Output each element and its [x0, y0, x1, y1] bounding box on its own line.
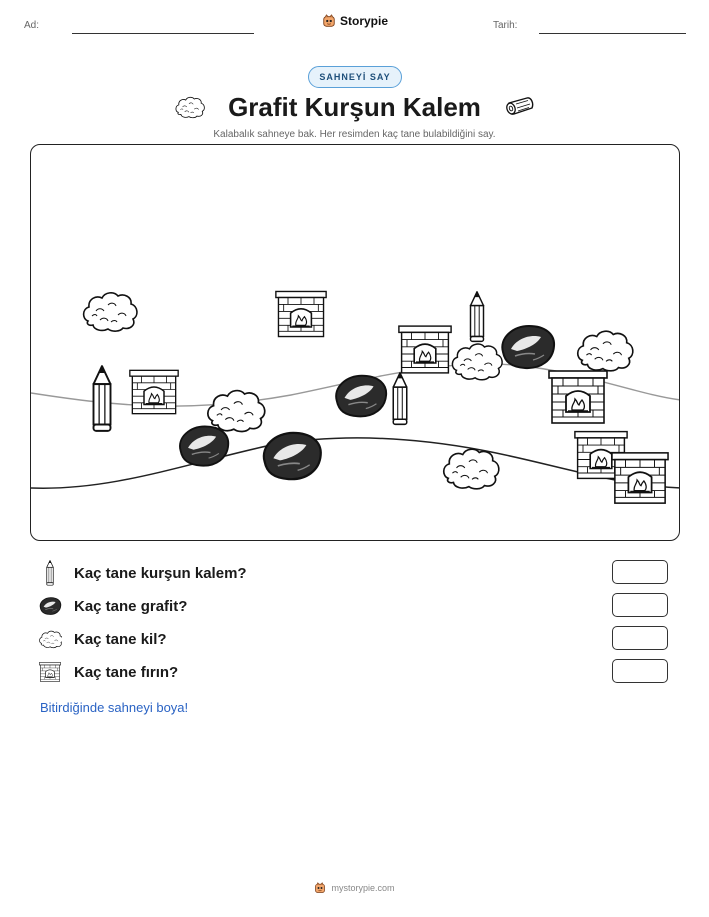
question-row-furnace	[38, 659, 678, 685]
clay-icon	[208, 391, 265, 432]
pencil-icon	[94, 366, 111, 431]
date-line[interactable]	[539, 33, 686, 34]
furnace-icon	[130, 370, 178, 413]
storypie-logo-icon	[314, 882, 326, 894]
scene-drawing	[31, 145, 680, 541]
footer-url[interactable]: mystorypie.com	[331, 883, 395, 893]
log-icon	[503, 95, 535, 119]
question-text: Kaç tane kil?	[74, 630, 167, 648]
answer-box-furnace[interactable]	[612, 659, 668, 683]
graphite-icon	[336, 376, 386, 417]
clay-icon	[452, 344, 502, 380]
clay-icon	[578, 331, 633, 371]
clay-icon	[38, 627, 62, 651]
date-label: Tarih:	[493, 20, 518, 31]
question-row-graphite	[38, 593, 678, 619]
page-title: Grafit Kurşun Kalem	[228, 92, 481, 122]
answer-box-pencil[interactable]	[612, 560, 668, 584]
page-subtitle: Kalabalık sahneye bak. Her resimden kaç tane bulabildiğini say.	[213, 129, 496, 140]
question-text: Kaç tane kurşun kalem?	[74, 564, 247, 582]
graphite-icon	[264, 433, 321, 479]
name-line[interactable]	[72, 33, 254, 34]
pencil-icon	[38, 561, 62, 585]
question-text: Kaç tane grafit?	[74, 597, 188, 615]
scene-count-badge: SAHNEYİ SAY	[308, 66, 402, 88]
furnace-icon	[276, 291, 326, 336]
pencil-icon	[393, 373, 407, 424]
storypie-logo	[322, 14, 388, 28]
furnace-icon	[38, 660, 62, 684]
furnace-icon	[399, 326, 451, 373]
pencil-icon	[471, 292, 484, 342]
graphite-icon	[502, 326, 554, 368]
graphite-icon	[38, 594, 62, 618]
clay-icon	[444, 449, 499, 489]
name-label: Ad:	[24, 20, 40, 31]
question-row-pencil	[38, 560, 678, 586]
furnace-icon	[612, 453, 668, 503]
question-text: Kaç tane fırın?	[74, 663, 179, 681]
answer-box-graphite[interactable]	[612, 593, 668, 617]
answer-box-clay[interactable]	[612, 626, 668, 650]
counting-scene[interactable]	[30, 144, 680, 541]
graphite-icon	[180, 426, 228, 465]
footer	[0, 882, 709, 894]
brand-name: Storypie	[340, 14, 389, 28]
question-row-clay	[38, 626, 678, 652]
storypie-logo-icon	[322, 14, 336, 28]
clay-icon	[84, 293, 137, 331]
finish-instruction: Bitirdiğinde sahneyi boya!	[40, 700, 189, 715]
furnace-icon	[549, 371, 607, 423]
